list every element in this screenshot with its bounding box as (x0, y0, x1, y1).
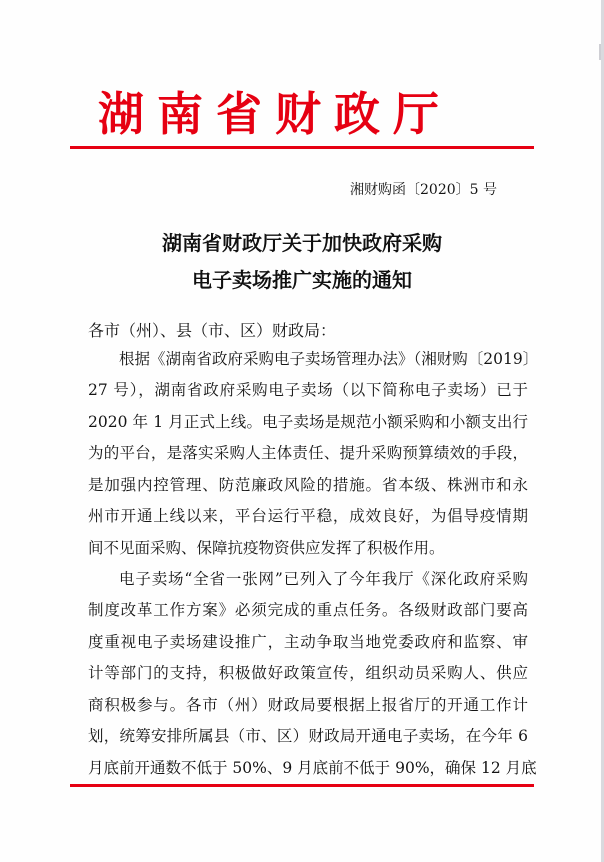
body-line: 划，统筹安排所属县（市、区）财政局开通电子卖场，在今年 6 (88, 727, 528, 745)
body-line: 2020 年 1 月正式上线。电子卖场是规范小额采购和小额支出行 (88, 413, 528, 431)
document-title-line-1: 湖南省财政厅关于加快政府采购 (162, 231, 442, 255)
body-line: 州市开通上线以来，平台运行平稳，成效良好，为倡导疫情期 (88, 507, 528, 525)
body-line: 度重视电子卖场建设推广，主动争取当地党委政府和监察、审 (88, 633, 528, 651)
body-line: 计等部门的支持，积极做好政策宣传，组织动员采购人、供应 (88, 664, 528, 682)
scan-notch (599, 44, 601, 60)
footer-red-rule (70, 784, 534, 787)
body-line: 为的平台，是落实采购人主体责任、提升采购预算绩效的手段， (88, 444, 528, 462)
document-number: 湘财购函〔2020〕5 号 (350, 182, 497, 198)
salutation: 各市（州）、县（市、区）财政局： (88, 321, 337, 340)
body-line: 间不见面采购、保障抗疫物资供应发挥了积极作用。 (88, 539, 445, 557)
body-line: 电子卖场“全省一张网”已列入了今年我厅《深化政府采购 (119, 570, 528, 588)
body-line: 根据《湖南省政府采购电子卖场管理办法》（湘财购〔2019〕 (119, 350, 539, 368)
body-line: 制度改革工作方案》必须完成的重点任务。各级财政部门要高 (88, 601, 528, 619)
body-line: 27 号），湖南省政府采购电子卖场（以下简称电子卖场）已于 (88, 381, 528, 399)
body-line: 商积极参与。各市（州）财政局要根据上报省厅的开通工作计 (88, 696, 528, 714)
body-line: 月底前开通数不低于 50%、9 月底前不低于 90%，确保 12 月底 (88, 759, 537, 777)
letterhead-red-rule (70, 146, 534, 149)
document-title-line-2: 电子卖场推广实施的通知 (192, 268, 412, 292)
body-line: 是加强内控管理、防范廉政风险的措施。省本级、株洲市和永 (88, 476, 528, 494)
letterhead-org-name: 湖南省财政厅 (98, 87, 452, 141)
